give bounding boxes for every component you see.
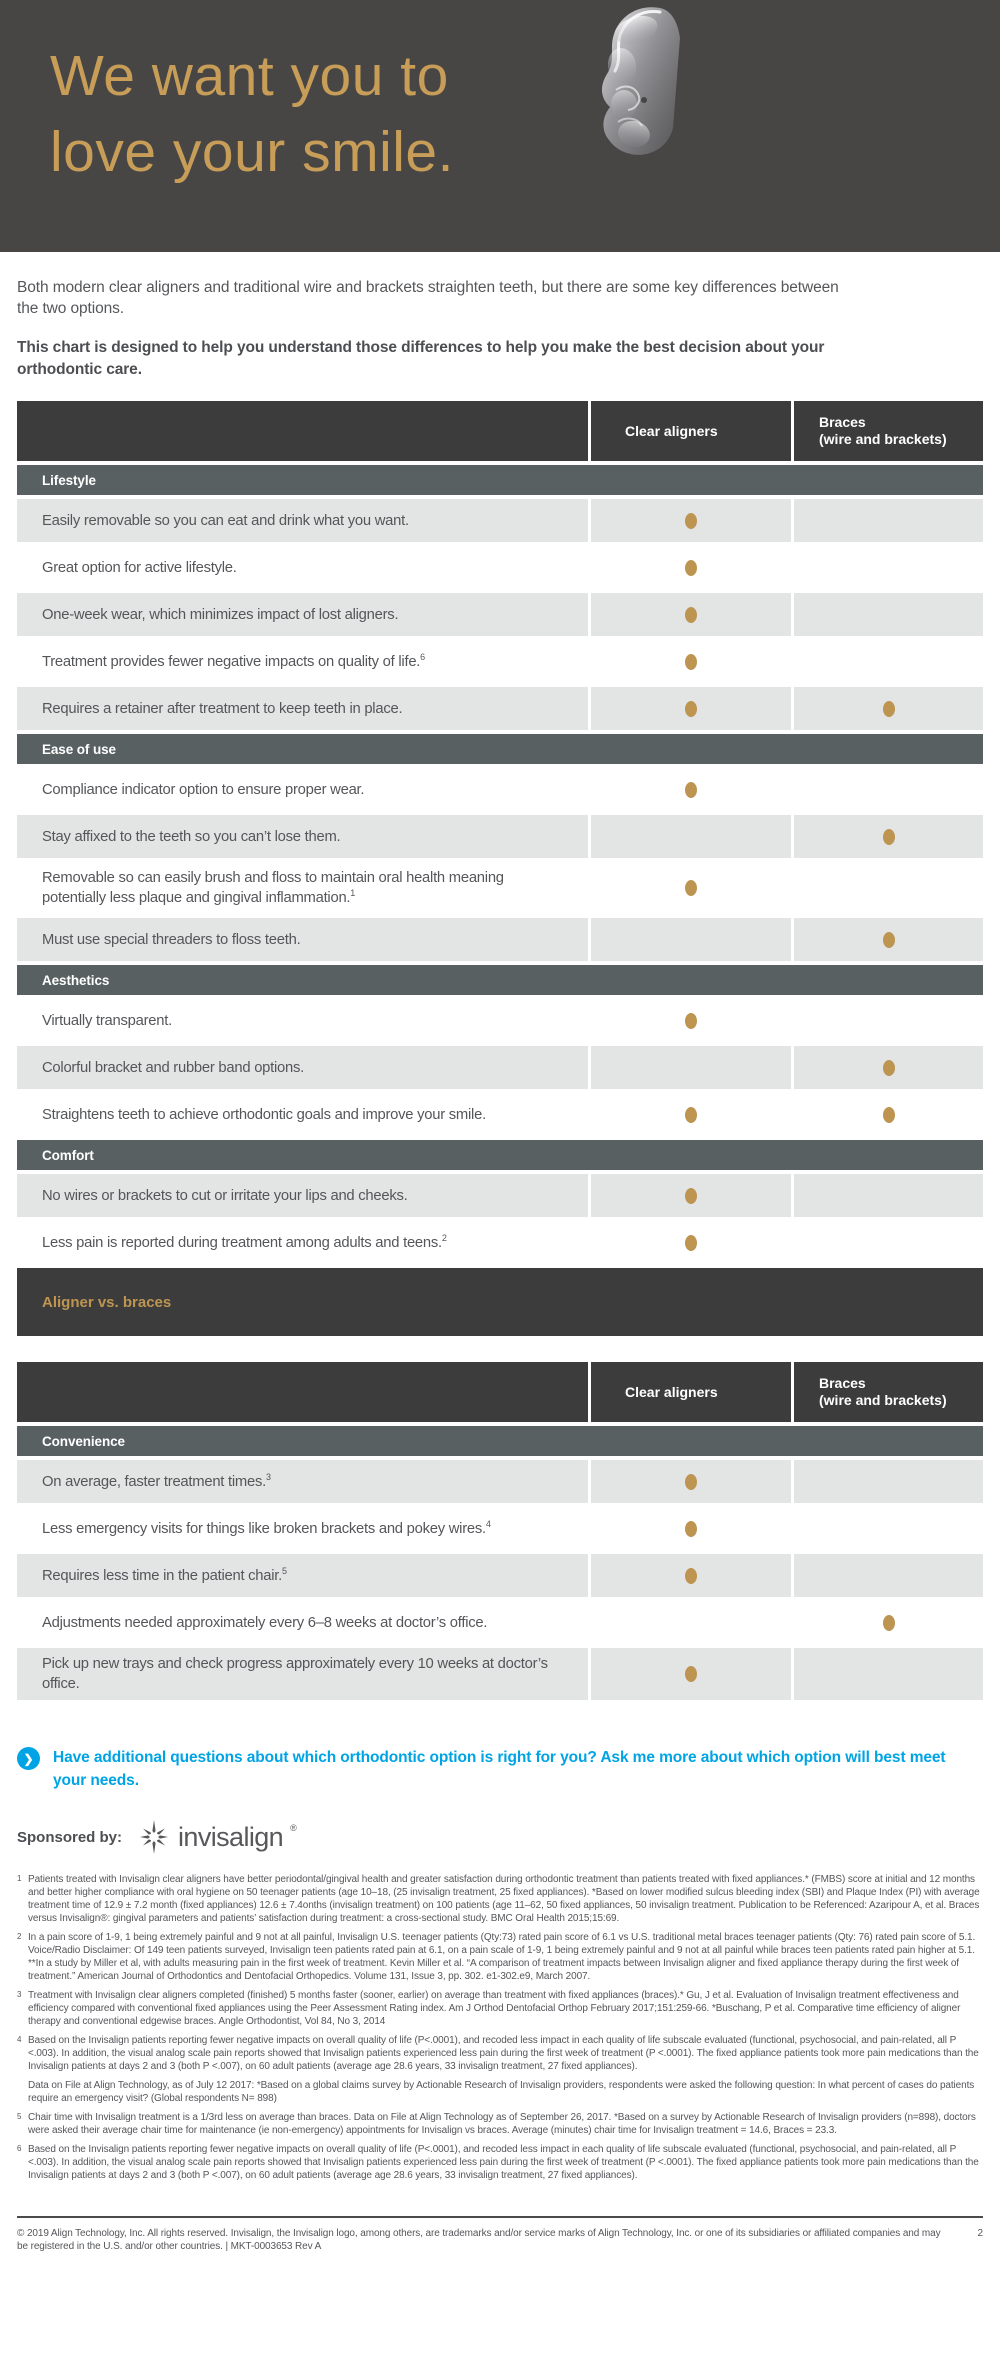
row-feature-text: [17, 546, 588, 589]
invisalign-starburst-icon: [137, 1818, 171, 1856]
braces-dot: [883, 1615, 895, 1631]
footnote: [17, 2143, 983, 2182]
braces-header-label: Braces: [819, 414, 866, 430]
feature-label: Adjustments needed approximately every 6–8 weeks at doctor’s office.: [42, 1614, 488, 1631]
clear-aligners-header-label: Clear aligners: [625, 1383, 718, 1400]
comparison-table-2: [17, 1362, 983, 1700]
section-header-ease-of-use: [17, 734, 983, 764]
feature-label: Requires a retainer after treatment to keep teeth in place.: [42, 700, 403, 717]
footnote-text: [28, 1931, 983, 1983]
section-header-aesthetics: [17, 965, 983, 995]
braces-cell: [794, 640, 983, 683]
clear-aligners-cell: [591, 1460, 791, 1503]
footnote-reference: 3: [266, 1471, 271, 1482]
chevron-right-icon: ❯: [17, 1747, 40, 1770]
clear-aligners-dot: [685, 560, 697, 576]
clear-aligners-cell: [591, 687, 791, 730]
row-feature-text: [17, 1174, 588, 1217]
braces-cell: [794, 918, 983, 961]
sponsored-by-label: Sponsored by:: [17, 1828, 123, 1846]
clear-aligners-dot: [685, 1666, 697, 1682]
feature-label: Great option for active lifestyle.: [42, 559, 237, 576]
feature-label: Less emergency visits for things like broken brackets and pokey wires.: [42, 1520, 486, 1537]
braces-cell: [794, 1507, 983, 1550]
table-row: [17, 1174, 983, 1217]
table-row: [17, 1554, 983, 1597]
footnote-text: [28, 1873, 983, 1925]
footnote-marker: 4: [17, 2035, 22, 2044]
row-feature-text: [17, 1460, 588, 1503]
page-title-line1: We want you to: [50, 44, 449, 108]
braces-cell: [794, 815, 983, 858]
feature-label: Virtually transparent.: [42, 1012, 172, 1029]
feature-label: Stay affixed to the teeth so you can’t lose them.: [42, 828, 341, 845]
feature-label: Removable so can easily brush and floss to maintain oral health meaning potentially less plaque and gingival inflammation.: [42, 870, 504, 906]
invisalign-logo: [137, 1818, 297, 1856]
braces-cell: [794, 1648, 983, 1700]
clear-aligner-photo: [572, 4, 684, 167]
clear-aligners-cell: [591, 1221, 791, 1264]
row-feature-text: [17, 1221, 588, 1264]
braces-header-label: Braces: [819, 1375, 866, 1391]
row-feature-text: [17, 593, 588, 636]
footnote-paragraph: Patients treated with Invisalign clear aligners have better periodontal/gingival health and greater satisfaction during orthodontic treatment than patients treated with fixed appliances.* (FMBS) score at initial and 12 months and better higher compliance with oral hygiene on 50 teenager patients (age 10–18, (25 invisalign treatment, 25 fixed appliances). *Based on lower modified sulcus bleeding index (SBI) and Plaque Index (PI) with average treatment time of 12.9 ± 7.2 month (fixed appliances) 12.6 ± 7.4onths (invisalign treatment) on 100 patients (age 11–62, 50 fixed appliances, 50 invisalign treatment. Publication to be Referenced: Azaripour A, et al. Braces versus Invisalign®: gingival parameters and patients’ satisfaction during treatment: a cross-sectional study. BMC Oral Health 2015;15:69.: [28, 1874, 980, 1924]
footnote: [17, 1873, 983, 1925]
registered-mark: ®: [290, 1823, 297, 1833]
footnote-reference: 1: [350, 888, 356, 899]
section-header-comfort: [17, 1140, 983, 1170]
footnote-reference: 2: [441, 1232, 447, 1243]
braces-dot: [883, 829, 895, 845]
table-row: [17, 640, 983, 683]
clear-aligners-cell: [591, 546, 791, 589]
clear-aligners-dot: [685, 1013, 697, 1029]
braces-cell: [794, 1601, 983, 1644]
table-row: [17, 918, 983, 961]
feature-label: Easily removable so you can eat and drink what you want.: [42, 512, 409, 529]
feature-label: No wires or brackets to cut or irritate your lips and cheeks.: [42, 1187, 408, 1204]
braces-dot: [883, 1060, 895, 1076]
clear-aligners-dot: [685, 880, 697, 896]
clear-aligners-cell: [591, 1554, 791, 1597]
comparison-table-1: [17, 401, 983, 1264]
sponsor-row: [17, 1818, 983, 1856]
footnote-extra-paragraph: Data on File at Align Technology, as of July 12 2017: *Based on a global claims survey by Actionable Research of Invisalign providers, respondents were asked the following question: In what percent of cases do patients require an emergency visit? (Global respondents N= 898): [28, 2080, 975, 2104]
feature-label: Requires less time in the patient chair.: [42, 1567, 283, 1584]
braces-cell: [794, 499, 983, 542]
section-header-label: Ease of use: [42, 741, 116, 757]
footer: [17, 2227, 983, 2253]
aligner-vs-braces-label: Aligner vs. braces: [42, 1293, 172, 1311]
section-header-convenience: [17, 1426, 983, 1456]
braces-cell: [794, 546, 983, 589]
clear-aligners-cell: [591, 640, 791, 683]
clear-aligners-cell: [591, 862, 791, 914]
clear-aligners-header-label: Clear aligners: [625, 422, 718, 439]
footnote-reference: 5: [282, 1565, 287, 1576]
braces-cell: [794, 862, 983, 914]
table-row: [17, 1046, 983, 1089]
feature-label: On average, faster treatment times.: [42, 1473, 266, 1490]
section-header-label: Aesthetics: [42, 972, 110, 988]
section-header-label: Convenience: [42, 1433, 125, 1449]
table-header-row: [17, 1362, 983, 1422]
page-number: 2: [977, 2228, 983, 2239]
footnote: [17, 1931, 983, 1983]
hero-banner: [0, 0, 1000, 252]
cta-text: Have additional questions about which orthodontic option is right for you? Ask me more about which option will best meet your needs.: [53, 1749, 946, 1789]
table-row: [17, 1221, 983, 1264]
clear-aligners-cell: [591, 1093, 791, 1136]
footnote-text: [28, 2111, 983, 2137]
column-header-braces: [794, 1362, 983, 1422]
intro-bold-paragraph: This chart is designed to help you understand those differences to help you make the best decision about your orthodontic care.: [17, 339, 825, 378]
section-header-lifestyle: [17, 465, 983, 495]
table-row: [17, 768, 983, 811]
row-feature-text: [17, 640, 588, 683]
clear-aligners-dot: [685, 1474, 697, 1490]
braces-cell: [794, 1221, 983, 1264]
row-feature-text: [17, 687, 588, 730]
footnote-paragraph: In a pain score of 1-9, 1 being extremely painful and 9 not at all painful, Invisalign U.S. teenager patients (Qty:73) rated pain score of 6.1 vs U.S. traditional metal braces teenager patients (Qty: 76) rated pain score of 5.1. Voice/Radio Disclaimer: Of 149 teen patients surveyed, Invisalign teen patients rated pain at 6.1, on a pain scale of 1-9, 1 being extremely painful and 9 not at all painful while braces teen patients rated pain higher at 5.1. **In a study by Miller et al, with adults measuring pain in the first week of treatment. Kevin Miller et al. “A comparison of treatment impacts between Invisalign aligner and fixed appliance therapy during the first week of treatment.” American Journal of Orthodontics and Dentofacial Orthopedics. Volume 131, Issue 3, pp. 302. e1-302.e9, March 2007.: [28, 1932, 976, 1982]
column-header-empty: [17, 1362, 588, 1422]
footnote-text: [28, 2143, 983, 2182]
feature-label: Less pain is reported during treatment among adults and teens.: [42, 1234, 442, 1251]
aligner-vs-braces-band: [17, 1268, 983, 1336]
clear-aligners-dot: [685, 607, 697, 623]
column-header-braces: [794, 401, 983, 461]
braces-dot: [883, 1107, 895, 1123]
column-header-clear-aligners: [591, 401, 791, 461]
row-feature-text: [17, 815, 588, 858]
clear-aligners-cell: [591, 815, 791, 858]
clear-aligners-dot: [685, 654, 697, 670]
section-header-label: Comfort: [42, 1147, 94, 1163]
cta: [17, 1746, 983, 1792]
footnote-text: [28, 1989, 983, 2028]
braces-cell: [794, 1460, 983, 1503]
braces-cell: [794, 768, 983, 811]
braces-header-sublabel: (wire and brackets): [819, 1392, 947, 1408]
intro-paragraph: Both modern clear aligners and traditional wire and brackets straighten teeth, but there are some key differences between the two options.: [17, 279, 839, 317]
table-row: [17, 499, 983, 542]
clear-aligners-dot: [685, 782, 697, 798]
clear-aligners-dot: [685, 1568, 697, 1584]
table-row: [17, 687, 983, 730]
row-feature-text: [17, 1601, 588, 1644]
footnote-marker: 2: [17, 1932, 22, 1941]
invisalign-wordmark: invisalign: [178, 1821, 284, 1852]
row-feature-text: [17, 1648, 588, 1700]
clear-aligners-cell: [591, 999, 791, 1042]
table-row: [17, 999, 983, 1042]
footnote-marker: 6: [17, 2144, 22, 2153]
braces-dot: [883, 701, 895, 717]
clear-aligners-dot: [685, 1235, 697, 1251]
clear-aligners-dot: [685, 1521, 697, 1537]
clear-aligners-cell: [591, 1174, 791, 1217]
footnote-paragraph: Chair time with Invisalign treatment is a 1/3rd less on average than braces. Data on File at Align Technology as of September 26, 2017. *Based on a survey by Actionable Research of Invisalign providers (n=898), doctors were asked their average chair time for maintenance (ie non-emergency) appointments for Invisalign vs braces. Average (minutes) chair time for Invisalign treatment = 14.6, Braces = 23.3.: [28, 2112, 976, 2136]
feature-label: Straightens teeth to achieve orthodontic goals and improve your smile.: [42, 1106, 486, 1123]
clear-aligners-cell: [591, 1648, 791, 1700]
clear-aligners-dot: [685, 701, 697, 717]
footnote: [17, 2034, 983, 2105]
row-feature-text: [17, 768, 588, 811]
table-row: [17, 546, 983, 589]
clear-aligners-dot: [685, 1107, 697, 1123]
feature-label: Pick up new trays and check progress approximately every 10 weeks at doctor’s office.: [42, 1656, 548, 1692]
footnote: [17, 2111, 983, 2137]
table-row: [17, 815, 983, 858]
table-row: [17, 1507, 983, 1550]
clear-aligners-dot: [685, 513, 697, 529]
braces-header-sublabel: (wire and brackets): [819, 431, 947, 447]
page-title-line2: love your smile.: [50, 120, 454, 184]
section-header-label: Lifestyle: [42, 472, 96, 488]
footnotes: [17, 1873, 983, 2182]
clear-aligners-cell: [591, 1507, 791, 1550]
footnote-text: [28, 2034, 983, 2105]
clear-aligners-cell: [591, 1046, 791, 1089]
table-header-row: [17, 401, 983, 461]
footnote-paragraph: Based on the Invisalign patients reporting fewer negative impacts on overall quality of life (P<.0001), and recoded less impact in each quality of life subscale evaluated (functional, psychosocial, and pain-related, all P <.003). In addition, the visual analog scale pain reports showed that Invisalign patients experienced less pain during the first week of treatment (P <.0001). The fixed appliance patients took more pain medications than the Invisalign patients at days 2 and 3 (both P <.007), on 60 adult patients (average age 28.6 years, 33 invisalign treatment, 27 fixed appliances).: [28, 2144, 979, 2181]
row-feature-text: [17, 499, 588, 542]
column-header-empty: [17, 401, 588, 461]
braces-dot: [883, 932, 895, 948]
footnote-reference: 4: [485, 1518, 491, 1529]
table-row: [17, 862, 983, 914]
feature-label: Colorful bracket and rubber band options.: [42, 1059, 305, 1076]
column-header-clear-aligners: [591, 1362, 791, 1422]
braces-cell: [794, 593, 983, 636]
clear-aligners-cell: [591, 768, 791, 811]
footnote-paragraph: Based on the Invisalign patients reporting fewer negative impacts on overall quality of life (P<.0001), and recoded less impact in each quality of life subscale evaluated (functional, psychosocial, and pain-related, all P <.003). In addition, the visual analog scale pain reports showed that Invisalign patients experienced less pain during the first week of treatment (P <.0001). The fixed appliance patients took more pain medications than the Invisalign patients at days 2 and 3 (both P <.007), on 60 adult patients (average age 28.6 years, 33 invisalign treatment, 27 fixed appliances).: [28, 2035, 979, 2072]
row-feature-text: [17, 862, 588, 914]
footnote-marker: 3: [17, 1990, 22, 1999]
feature-label: Treatment provides fewer negative impacts on quality of life.: [42, 653, 421, 670]
braces-cell: [794, 687, 983, 730]
table-row: [17, 1460, 983, 1503]
braces-cell: [794, 999, 983, 1042]
clear-aligners-cell: [591, 499, 791, 542]
table-row: [17, 1601, 983, 1644]
row-feature-text: [17, 918, 588, 961]
table-row: [17, 1093, 983, 1136]
table-row: [17, 593, 983, 636]
row-feature-text: [17, 1046, 588, 1089]
braces-cell: [794, 1046, 983, 1089]
footnote: [17, 1989, 983, 2028]
clear-aligners-dot: [685, 1188, 697, 1204]
braces-cell: [794, 1554, 983, 1597]
table-row: [17, 1648, 983, 1700]
footnote-paragraph: Treatment with Invisalign clear aligners completed (finished) 5 months faster (sooner, earlier) on average than treatment with fixed appliances (braces).* Gu, J et al. Evaluation of Invisalign treatment effectiveness and efficiency compared with conventional fixed appliances using the Peer Assessment Rating index. Am J Orthod Dentofacial Orthop February 2017;151:259-66. *Buschang, P et al. Comparative time efficiency of aligner therapy and conventional edgewise braces. Angle Orthodontist, Vol 84, No 3, 2014: [28, 1990, 961, 2027]
braces-cell: [794, 1174, 983, 1217]
footer-divider: [17, 2216, 983, 2218]
braces-cell: [794, 1093, 983, 1136]
row-feature-text: [17, 1507, 588, 1550]
footnote-marker: 1: [17, 1874, 22, 1883]
feature-label: One-week wear, which minimizes impact of lost aligners.: [42, 606, 399, 623]
clear-aligners-cell: [591, 918, 791, 961]
row-feature-text: [17, 999, 588, 1042]
clear-aligners-cell: [591, 593, 791, 636]
feature-label: Must use special threaders to floss teeth.: [42, 931, 301, 948]
footnote-reference: 6: [420, 651, 425, 662]
clear-aligners-cell: [591, 1601, 791, 1644]
page-title: [50, 38, 454, 190]
row-feature-text: [17, 1554, 588, 1597]
footnote-marker: 5: [17, 2112, 22, 2121]
copyright-text: © 2019 Align Technology, Inc. All rights reserved. Invisalign, the Invisalign logo, among others, are trademarks and/or service marks of Align Technology, Inc. or one of its subsidiaries or affiliated companies and may be registered in the U.S. and/or other countries. | MKT-0003653 Rev A: [17, 2228, 941, 2252]
feature-label: Compliance indicator option to ensure proper wear.: [42, 781, 365, 798]
row-feature-text: [17, 1093, 588, 1136]
